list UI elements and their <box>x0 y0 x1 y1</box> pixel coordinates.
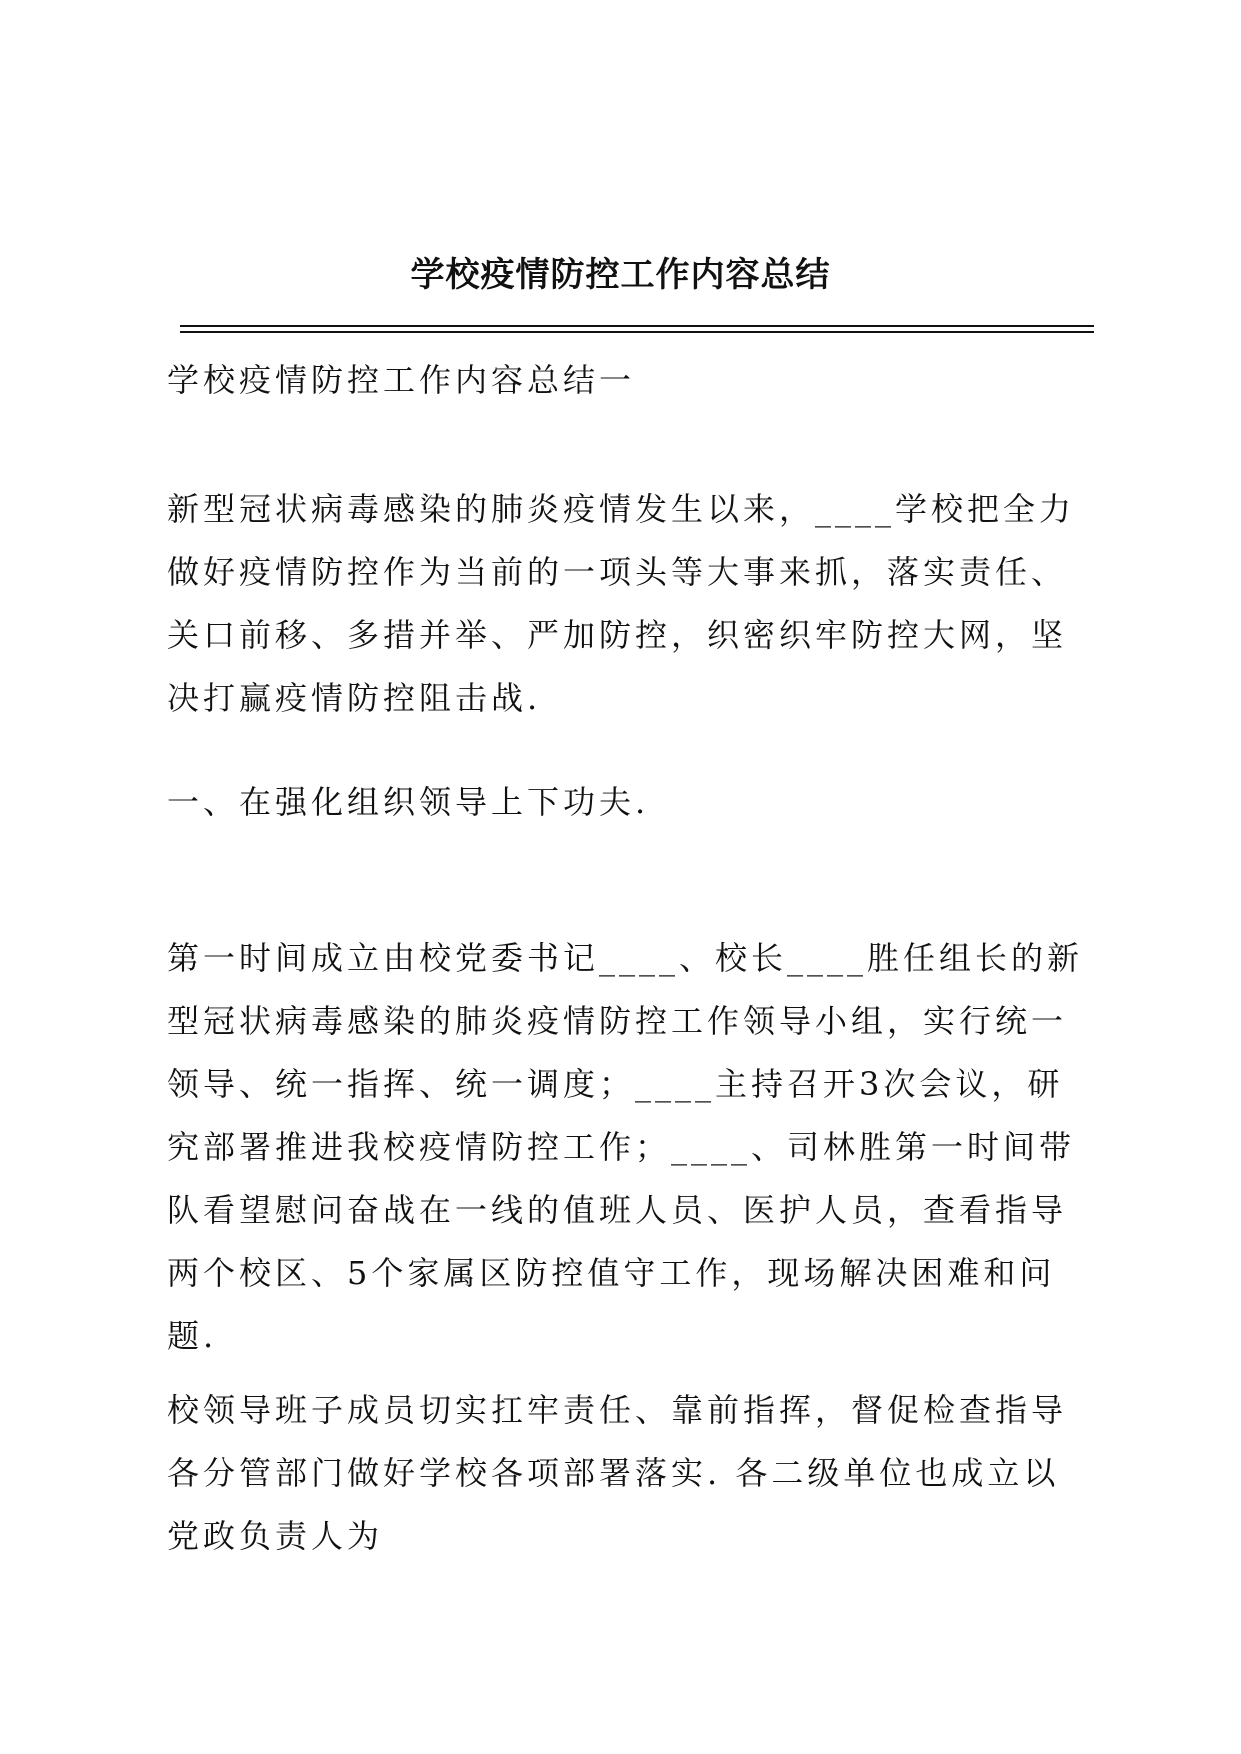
section-heading-1-text: 一、在强化组织领导上下功夫. <box>167 783 650 821</box>
paragraph-responsibility <box>167 1379 1087 1568</box>
document-title: 学校疫情防控工作内容总结 <box>410 255 831 295</box>
paragraph-leadership-text: 第一时间成立由校党委书记____、校长____胜任组长的新型冠状病毒感染的肺炎疫情防控工作领导小组，实行统一领导、统一指挥、统一调度；____主持召开3次会议，研究部署推进我校疫情防控工作；____、司林胜第一时间带队看望慰问奋战在一线的值班人员、医护人员，查看指导两个校区、5个家属区防控值守工作，现场解决困难和问题. <box>167 939 1084 1355</box>
paragraph-responsibility-text: 校领导班子成员切实扛牢责任、靠前指挥，督促检查指导各分管部门做好学校各项部署落实. 各二级单位也成立以党政负责人为 <box>167 1391 1068 1555</box>
title-divider-top <box>180 325 1094 327</box>
paragraph-leadership <box>167 927 1087 1368</box>
subtitle-text: 学校疫情防控工作内容总结一 <box>167 361 636 399</box>
section-heading-1 <box>167 771 1087 834</box>
document-subtitle <box>167 349 1087 412</box>
title-divider-bottom <box>180 331 1094 333</box>
paragraph-intro-text: 新型冠状病毒感染的肺炎疫情发生以来，____学校把全力做好疫情防控作为当前的一项头等大事来抓，落实责任、关口前移、多措并举、严加防控，织密织牢防控大网，坚决打赢疫情防控阻击战. <box>167 490 1076 717</box>
paragraph-intro <box>167 478 1087 730</box>
